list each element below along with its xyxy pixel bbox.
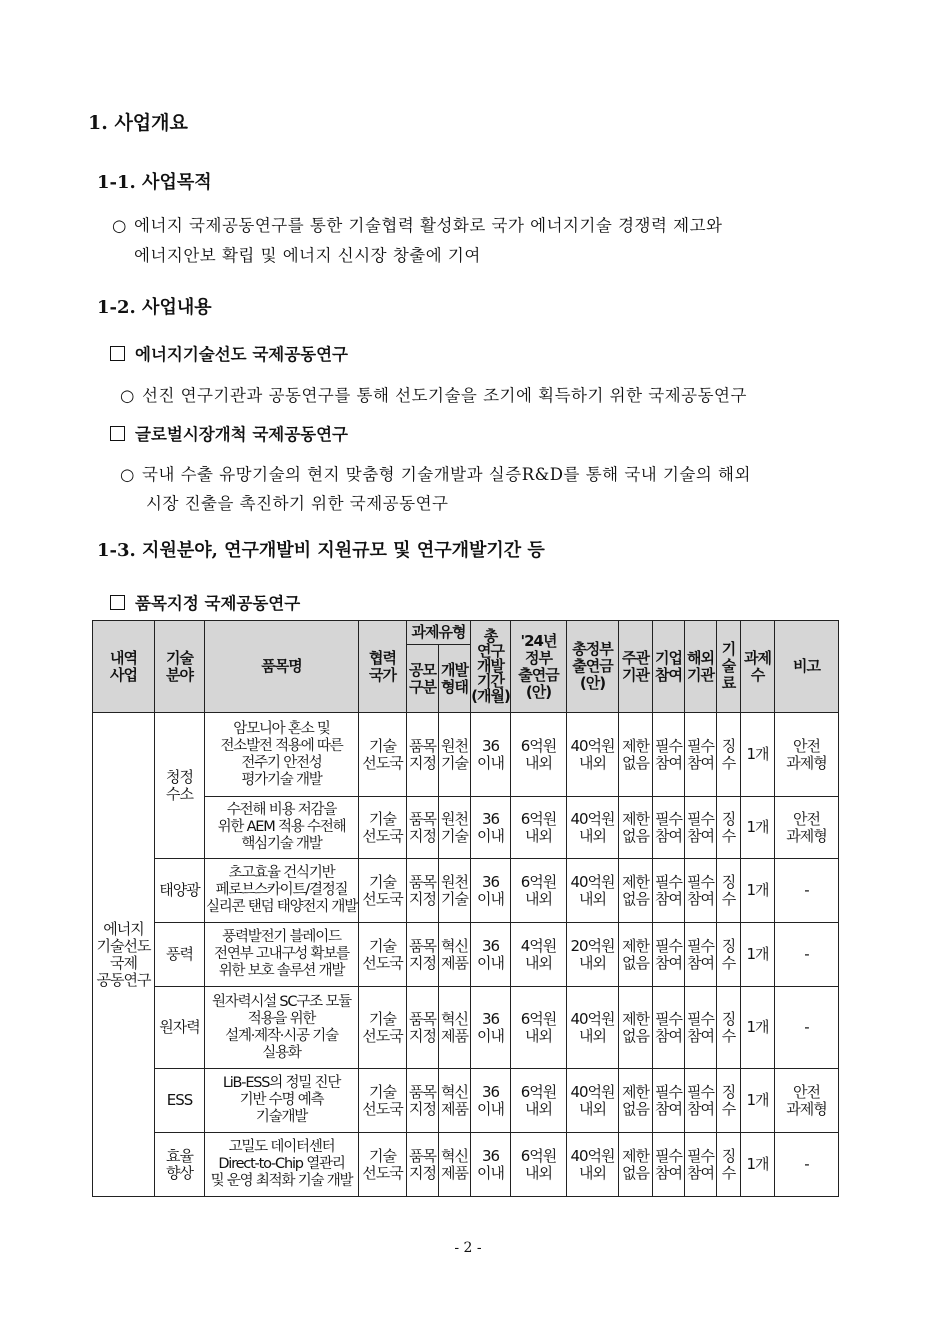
period-cell: 36 이내 [471,713,511,797]
header-task-type: 과제유형 [407,621,471,645]
item-name-cell: 수전해 비용 저감을 위한 AEM 적용 수전해 핵심기술 개발 [205,797,359,859]
tech-fee-cell: 징 수 [717,1133,741,1197]
task-count-cell: 1개 [741,923,775,987]
partner-country-cell: 기술 선도국 [359,923,407,987]
call-type-cell: 품목 지정 [407,1133,439,1197]
field-cell: 풍력 [155,923,205,987]
table-row [93,923,839,987]
task-count-cell: 1개 [741,713,775,797]
field-cell: 태양광 [155,859,205,923]
gov-total-cell: 40억원 내외 [567,713,619,797]
header-period: 총 연구 개발 기간 (개월) [471,621,511,713]
section-1-title: 1. 사업개요 [88,112,188,134]
period-cell: 36 이내 [471,1069,511,1133]
lead-org-cell: 제한 없음 [619,797,653,859]
company-participation-cell: 필수 참여 [653,713,685,797]
company-participation-cell: 필수 참여 [653,797,685,859]
company-participation-cell: 필수 참여 [653,987,685,1069]
field-cell: ESS [155,1069,205,1133]
dev-type-cell: 혁신 제품 [439,1133,471,1197]
lead-org-cell: 제한 없음 [619,713,653,797]
partner-country-cell: 기술 선도국 [359,797,407,859]
overseas-org-cell: 필수 참여 [685,1133,717,1197]
box1-line [120,382,747,406]
program-cell: 에너지 기술선도 국제 공동연구 [93,713,155,1197]
checkbox-square-icon [110,346,125,361]
gov-total-cell: 40억원 내외 [567,1069,619,1133]
header-partner: 협력 국가 [359,621,407,713]
partner-country-cell: 기술 선도국 [359,1069,407,1133]
item-name-cell: 풍력발전기 블레이드 전연부 고내구성 확보를 위한 보호 솔루션 개발 [205,923,359,987]
lead-org-cell: 제한 없음 [619,923,653,987]
gov-2024-cell: 6억원 내외 [511,1133,567,1197]
header-overseas: 해외 기관 [685,621,717,713]
call-type-cell: 품목 지정 [407,1069,439,1133]
table-row [93,987,839,1069]
checkbox-square-icon [110,595,125,610]
task-count-cell: 1개 [741,797,775,859]
dev-type-cell: 혁신 제품 [439,987,471,1069]
support-table [92,620,839,1197]
company-participation-cell: 필수 참여 [653,1133,685,1197]
company-participation-cell: 필수 참여 [653,923,685,987]
box2-title: 글로벌시장개척 국제공동연구 [135,425,348,444]
box2-line-1 [120,461,751,485]
bullet-circle: ○ [120,465,135,484]
section-1-2-title: 1-2. 사업내용 [97,297,212,318]
box2-text-1: 국내 수출 유망기술의 현지 맞춤형 기술개발과 실증R&D를 통해 국내 기술의 해외 [142,465,751,484]
gov-2024-cell: 4억원 내외 [511,923,567,987]
dev-type-cell: 혁신 제품 [439,923,471,987]
header-call-type: 공모 구분 [407,645,439,713]
company-participation-cell: 필수 참여 [653,1069,685,1133]
header-gov-total: 총정부 출연금 (안) [567,621,619,713]
table-row [93,797,839,859]
header-field: 기술 분야 [155,621,205,713]
company-participation-cell: 필수 참여 [653,859,685,923]
overseas-org-cell: 필수 참여 [685,859,717,923]
table-heading [110,590,300,614]
item-name-cell: LiB-ESS의 정밀 진단 기반 수명 예측 기술개발 [205,1069,359,1133]
call-type-cell: 품목 지정 [407,797,439,859]
bullet-circle: ○ [120,386,135,405]
partner-country-cell: 기술 선도국 [359,859,407,923]
header-note: 비고 [775,621,839,713]
period-cell: 36 이내 [471,797,511,859]
item-name-cell: 원자력시설 SC구조 모듈 적용을 위한 설계·제작·시공 기술 실용화 [205,987,359,1069]
dev-type-cell: 혁신 제품 [439,1069,471,1133]
note-cell: 안전 과제형 [775,1069,839,1133]
tech-fee-cell: 징 수 [717,1069,741,1133]
lead-org-cell: 제한 없음 [619,1133,653,1197]
gov-total-cell: 20억원 내외 [567,923,619,987]
gov-2024-cell: 6억원 내외 [511,713,567,797]
dev-type-cell: 원천 기술 [439,713,471,797]
call-type-cell: 품목 지정 [407,713,439,797]
task-count-cell: 1개 [741,1133,775,1197]
overseas-org-cell: 필수 참여 [685,1069,717,1133]
purpose-text-1: 에너지 국제공동연구를 통한 기술협력 활성화로 국가 에너지기술 경쟁력 제고와 [134,216,723,235]
dev-type-cell: 원천 기술 [439,797,471,859]
task-count-cell: 1개 [741,1069,775,1133]
table-row [93,713,839,797]
box2-heading [110,421,348,445]
overseas-org-cell: 필수 참여 [685,987,717,1069]
field-cell: 효율 향상 [155,1133,205,1197]
call-type-cell: 품목 지정 [407,859,439,923]
task-count-cell: 1개 [741,987,775,1069]
overseas-org-cell: 필수 참여 [685,923,717,987]
item-name-cell: 초고효율 건식기반 페로브스카이트/결정질 실리콘 탠덤 태양전지 개발 [205,859,359,923]
table-row [93,1069,839,1133]
table-heading-title: 품목지정 국제공동연구 [135,594,301,613]
partner-country-cell: 기술 선도국 [359,713,407,797]
gov-total-cell: 40억원 내외 [567,987,619,1069]
box2-line-2: 시장 진출을 촉진하기 위한 국제공동연구 [146,494,449,513]
box1-title: 에너지기술선도 국제공동연구 [135,345,348,364]
task-count-cell: 1개 [741,859,775,923]
box1-text: 선진 연구기관과 공동연구를 통해 선도기술을 조기에 획득하기 위한 국제공동연구 [142,386,747,405]
note-cell: 안전 과제형 [775,797,839,859]
header-lead: 주관 기관 [619,621,653,713]
item-name-cell: 고밀도 데이터센터 Direct-to-Chip 열관리 및 운영 최적화 기술 개발 [205,1133,359,1197]
overseas-org-cell: 필수 참여 [685,797,717,859]
period-cell: 36 이내 [471,987,511,1069]
header-program: 내역 사업 [93,621,155,713]
header-company: 기업 참여 [653,621,685,713]
section-1-1-title: 1-1. 사업목적 [97,172,212,193]
table-body [93,713,839,1197]
gov-total-cell: 40억원 내외 [567,1133,619,1197]
note-cell: - [775,923,839,987]
page-number: - 2 - [454,1240,482,1256]
lead-org-cell: 제한 없음 [619,859,653,923]
box1-heading [110,341,348,365]
note-cell: - [775,987,839,1069]
partner-country-cell: 기술 선도국 [359,1133,407,1197]
note-cell: 안전 과제형 [775,713,839,797]
partner-country-cell: 기술 선도국 [359,987,407,1069]
lead-org-cell: 제한 없음 [619,987,653,1069]
gov-total-cell: 40억원 내외 [567,859,619,923]
header-gov-2024: '24년 정부 출연금 (안) [511,621,567,713]
tech-fee-cell: 징 수 [717,987,741,1069]
period-cell: 36 이내 [471,923,511,987]
note-cell: - [775,859,839,923]
checkbox-square-icon [110,426,125,441]
table-row [93,859,839,923]
purpose-line-2: 에너지안보 확립 및 에너지 신시장 창출에 기여 [134,246,481,265]
gov-2024-cell: 6억원 내외 [511,859,567,923]
tech-fee-cell: 징 수 [717,713,741,797]
dev-type-cell: 원천 기술 [439,859,471,923]
tech-fee-cell: 징 수 [717,797,741,859]
period-cell: 36 이내 [471,1133,511,1197]
lead-org-cell: 제한 없음 [619,1069,653,1133]
field-cell: 청정 수소 [155,713,205,859]
header-dev-type: 개발 형태 [439,645,471,713]
header-item: 품목명 [205,621,359,713]
call-type-cell: 품목 지정 [407,987,439,1069]
table-header [93,621,839,713]
gov-2024-cell: 6억원 내외 [511,987,567,1069]
period-cell: 36 이내 [471,859,511,923]
item-name-cell: 암모니아 혼소 및 전소발전 적용에 따른 전주기 안전성 평가기술 개발 [205,713,359,797]
purpose-line-1 [112,212,722,236]
tech-fee-cell: 징 수 [717,923,741,987]
bullet-circle: ○ [112,216,127,235]
header-tech-fee: 기 술 료 [717,621,741,713]
gov-2024-cell: 6억원 내외 [511,1069,567,1133]
table-row [93,1133,839,1197]
call-type-cell: 품목 지정 [407,923,439,987]
gov-2024-cell: 6억원 내외 [511,797,567,859]
overseas-org-cell: 필수 참여 [685,713,717,797]
field-cell: 원자력 [155,987,205,1069]
section-1-3-title: 1-3. 지원분야, 연구개발비 지원규모 및 연구개발기간 등 [97,540,545,561]
note-cell: - [775,1133,839,1197]
tech-fee-cell: 징 수 [717,859,741,923]
header-count: 과제 수 [741,621,775,713]
gov-total-cell: 40억원 내외 [567,797,619,859]
